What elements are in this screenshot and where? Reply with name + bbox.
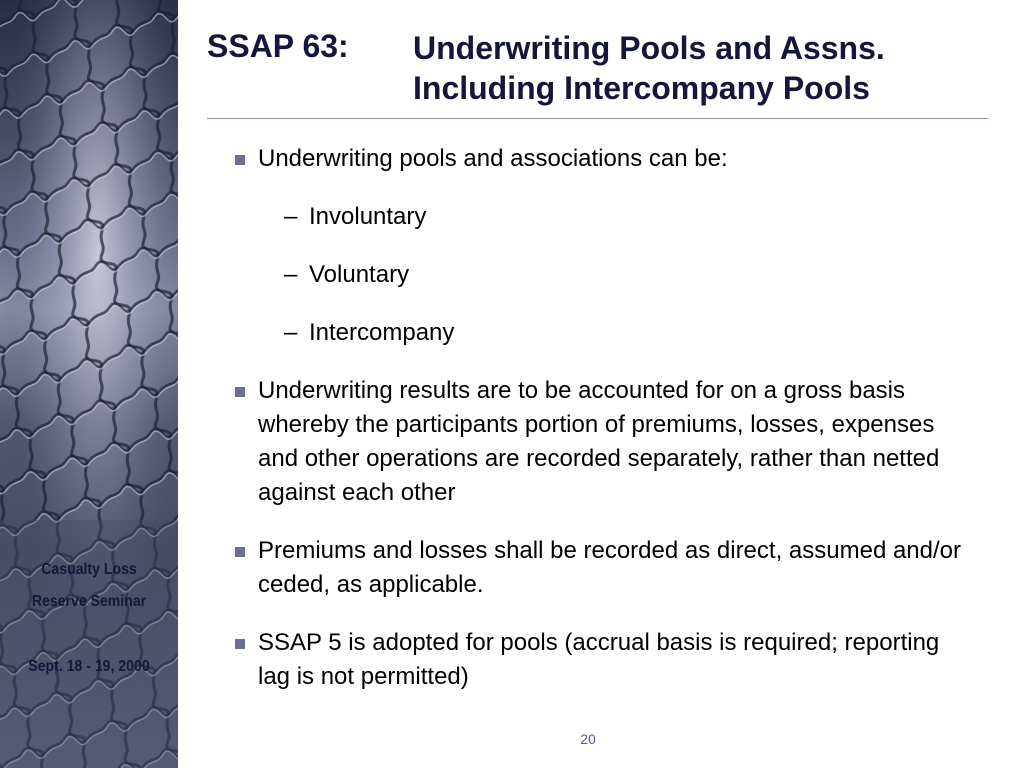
bullet-item bbox=[232, 374, 972, 510]
bullet-text: SSAP 5 is adopted for pools (accrual basis is required; reporting lag is not permitted) bbox=[258, 629, 940, 690]
bullet-item bbox=[232, 534, 972, 602]
title-line-2: Including Intercompany Pools bbox=[413, 70, 870, 106]
sub-item bbox=[284, 258, 972, 292]
title-prefix: SSAP 63: bbox=[207, 28, 349, 64]
square-bullet-icon bbox=[235, 639, 245, 649]
dash-bullet: – bbox=[284, 319, 298, 346]
sub-item-text: Voluntary bbox=[309, 261, 410, 288]
dash-bullet: – bbox=[284, 261, 298, 288]
puzzle-pattern bbox=[0, 0, 178, 768]
seminar-date: Sept. 18 - 19, 2000 bbox=[28, 658, 150, 675]
seminar-name-line2: Reserve Seminar bbox=[31, 593, 147, 610]
bullet-item bbox=[232, 626, 972, 694]
puzzle-background bbox=[0, 0, 178, 768]
sub-item bbox=[284, 200, 972, 234]
bullet-text: Underwriting pools and associations can be: bbox=[258, 145, 728, 172]
square-bullet-icon bbox=[235, 387, 245, 397]
sub-item bbox=[284, 316, 972, 350]
seminar-name-line1: Casualty Loss bbox=[41, 561, 137, 578]
page-number: 20 bbox=[580, 731, 596, 747]
sub-item-text: Involuntary bbox=[309, 203, 427, 230]
bullet-item bbox=[232, 142, 972, 176]
title-text bbox=[413, 28, 993, 108]
square-bullet-icon bbox=[235, 547, 245, 557]
title-divider bbox=[207, 118, 988, 119]
slide-body bbox=[232, 142, 972, 694]
square-bullet-icon bbox=[235, 155, 245, 165]
title-line-1: Underwriting Pools and Assns. bbox=[413, 30, 885, 66]
sub-item-text: Intercompany bbox=[309, 319, 455, 346]
bullet-text: Premiums and losses shall be recorded as direct, assumed and/or ceded, as applicable. bbox=[258, 537, 962, 598]
bullet-text: Underwriting results are to be accounted for on a gross basis whereby the participants portion of premiums, losses, expenses and other operations are recorded separately, rather than netted against each other bbox=[258, 377, 940, 506]
dash-bullet: – bbox=[284, 203, 298, 230]
